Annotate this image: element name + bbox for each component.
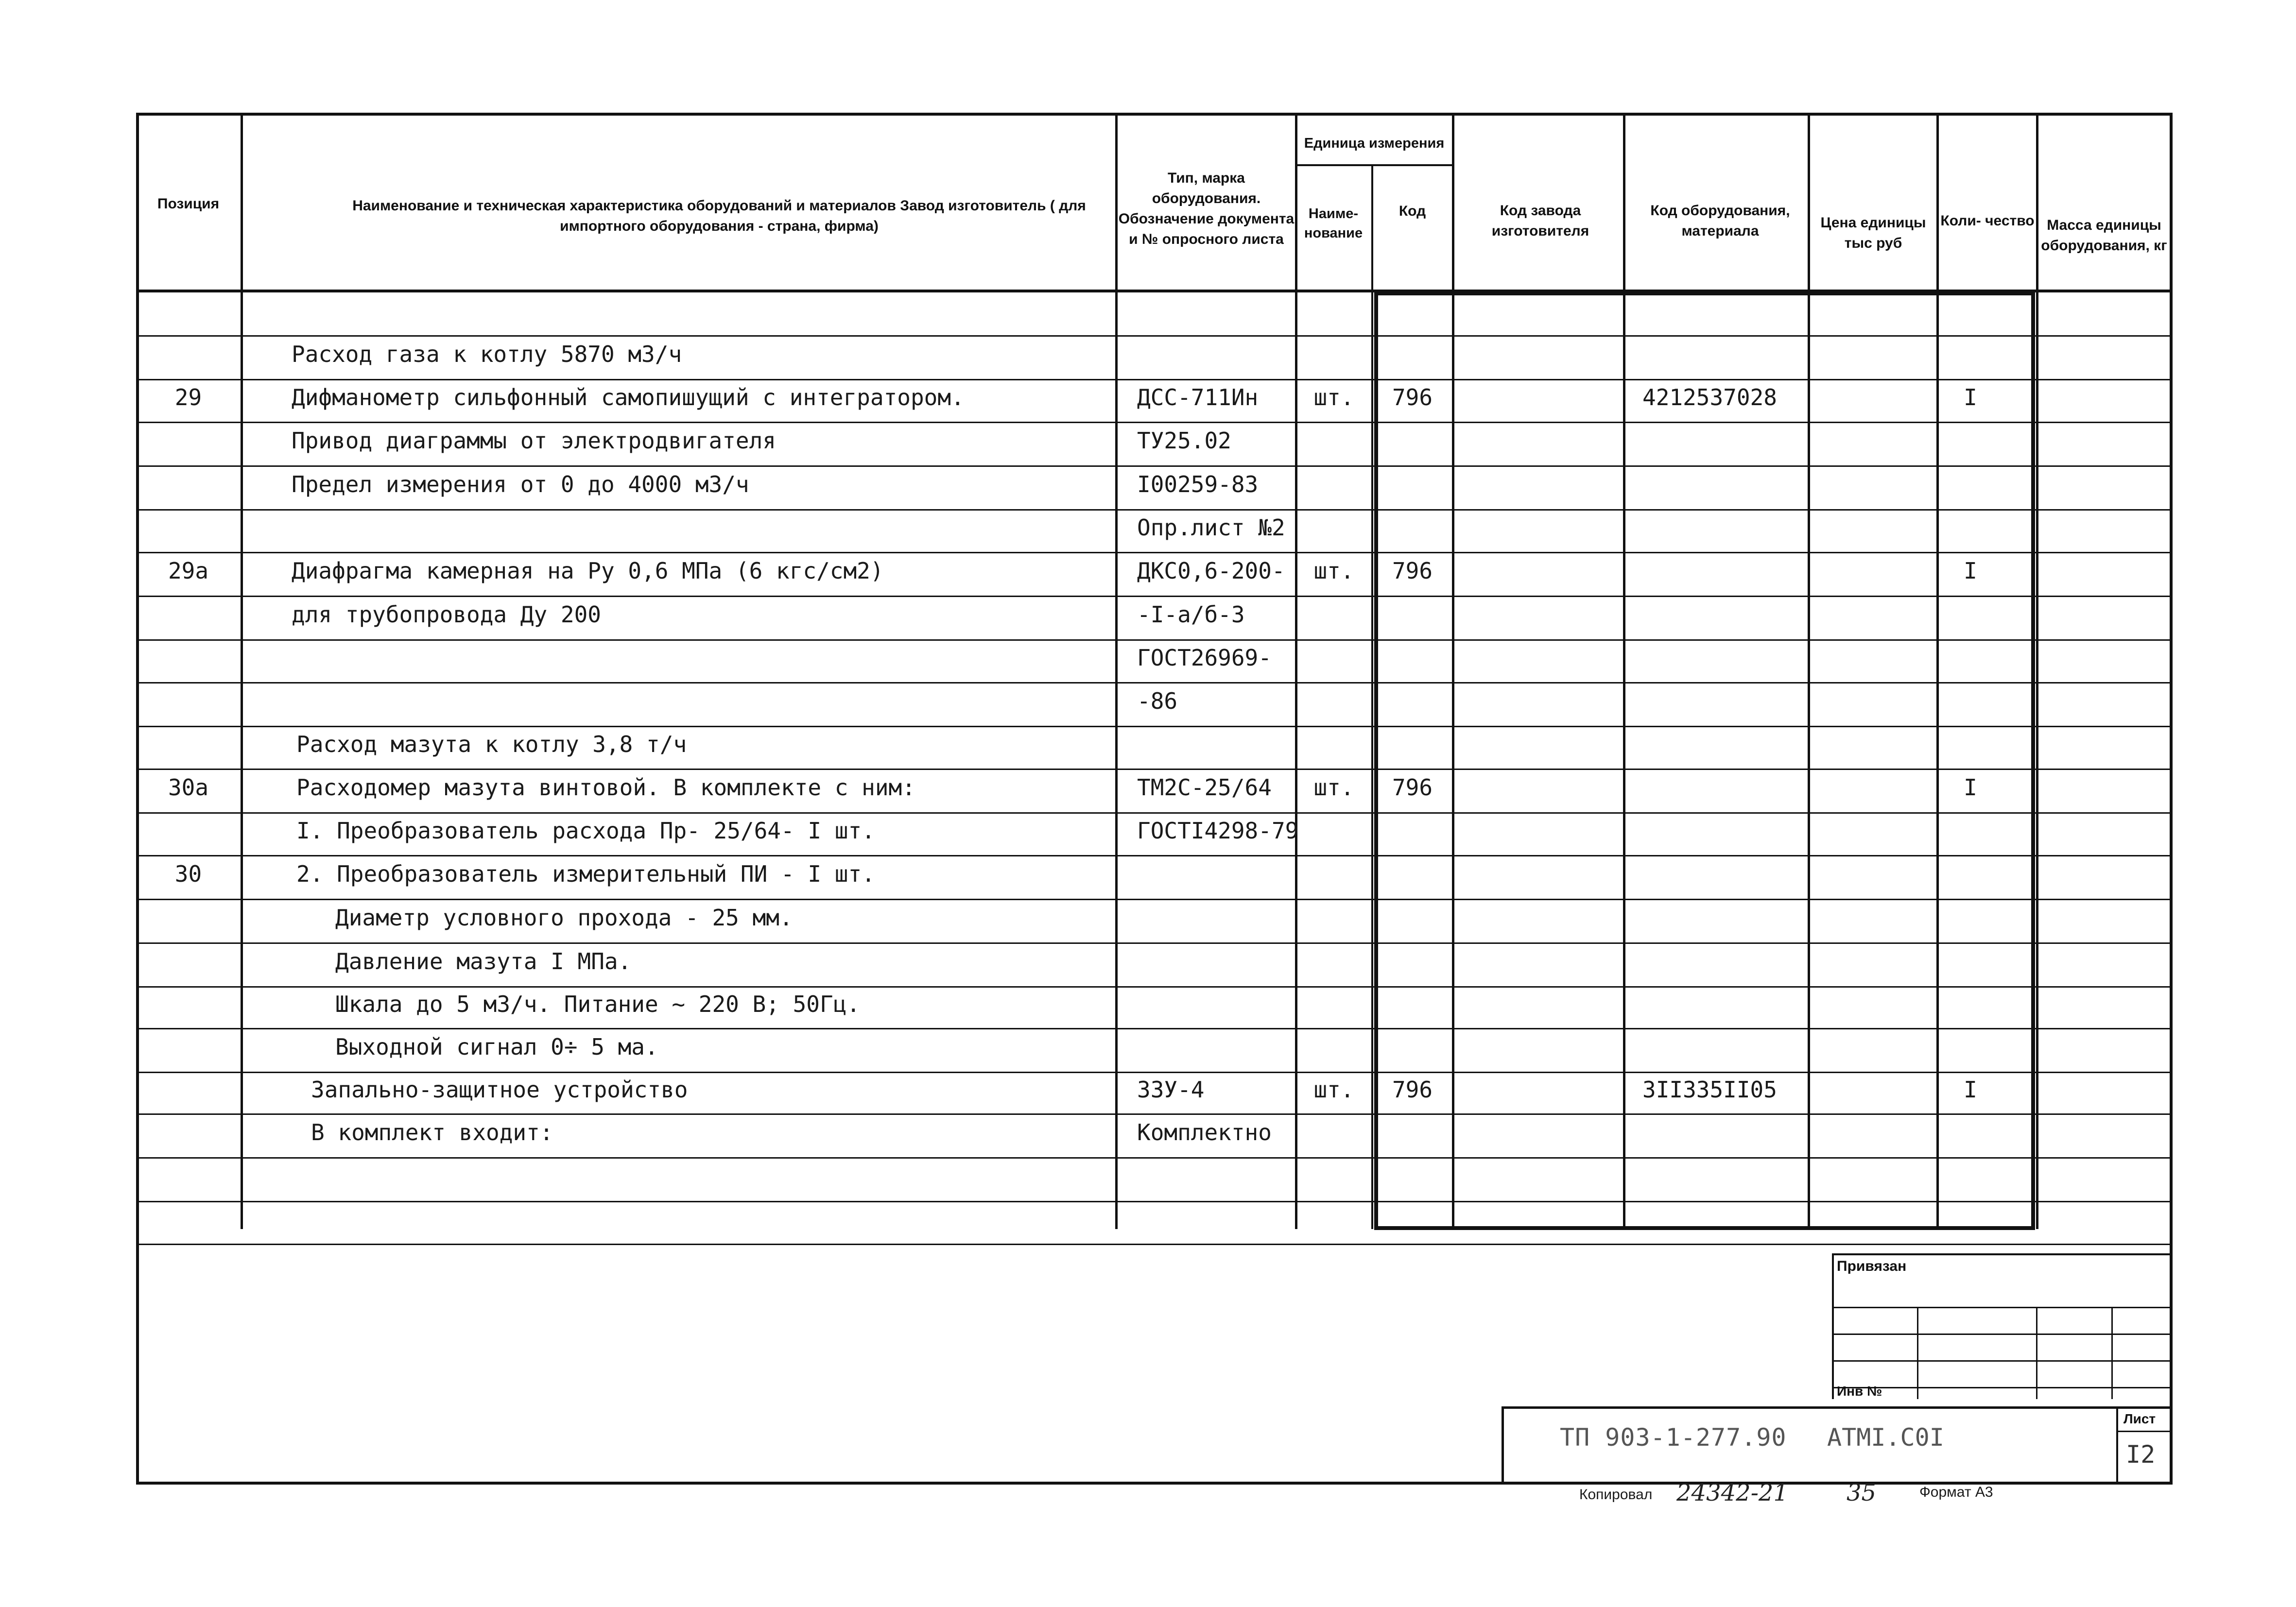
header-type: Тип, марка оборудования. Обозначение документа и № опросного листа xyxy=(1118,170,1295,247)
row-name: I. Преобразователь расхода Пр- 25/64- I шт. xyxy=(296,818,875,844)
row-equipment-code: 4212537028 xyxy=(1642,384,1777,410)
row-line xyxy=(136,1244,2170,1245)
unit-subheader-line xyxy=(1295,164,1453,166)
row-code: 796 xyxy=(1392,384,1433,410)
frame-top xyxy=(136,113,2170,116)
row-name: Диаметр условного прохода - 25 мм. xyxy=(335,905,793,931)
row-name: Дифманометр сильфонный самопишущий с интегратором. xyxy=(292,384,965,410)
row-type: -86 xyxy=(1137,688,1178,714)
column-line xyxy=(1371,164,1373,1229)
column-line xyxy=(241,113,243,1229)
row-line xyxy=(136,1028,2170,1029)
row-code: 796 xyxy=(1392,1077,1433,1103)
row-position: 30а xyxy=(168,774,209,801)
header-position: Позиция xyxy=(157,196,220,212)
row-position: 30 xyxy=(174,861,202,887)
row-name: Шкала до 5 м3/ч. Питание ~ 220 В; 50Гц. xyxy=(335,991,861,1017)
frame-right xyxy=(2170,113,2173,1482)
stamp-line xyxy=(1502,1406,1504,1482)
row-line xyxy=(136,1157,2170,1159)
header-price: Цена единицы тыс руб xyxy=(1820,215,1926,251)
row-position: 29а xyxy=(168,558,209,584)
row-line xyxy=(136,682,2170,684)
sheet-number: I2 xyxy=(2126,1440,2156,1469)
header-quantity: Коли- чество xyxy=(1940,213,2035,229)
row-name: Выходной сигнал 0÷ 5 ма. xyxy=(335,1034,658,1060)
row-line xyxy=(136,509,2170,511)
box-top xyxy=(1374,291,2035,295)
row-type: ТМ2С-25/64 xyxy=(1137,774,1272,801)
column-line xyxy=(1808,113,1810,1229)
row-name: Диафрагма камерная на Ру 0,6 МПа (6 кгс/см2) xyxy=(292,558,884,584)
row-type: ГОСТI4298-79 xyxy=(1137,818,1299,844)
row-type: -I-а/б-3 xyxy=(1137,601,1245,628)
row-line xyxy=(136,1113,2170,1115)
row-line xyxy=(136,422,2170,423)
row-line xyxy=(136,552,2170,553)
header-factory-code: Код завода изготовителя xyxy=(1491,203,1589,239)
row-name: Запально-защитное устройство xyxy=(311,1077,688,1103)
row-line xyxy=(136,899,2170,900)
row-unit: шт. xyxy=(1313,558,1354,584)
row-name: В комплект входит: xyxy=(311,1119,553,1145)
footer-order: 24342-21 xyxy=(1676,1479,1788,1506)
row-quantity: I xyxy=(1964,774,1977,801)
row-line xyxy=(136,335,2170,337)
row-type: Комплектно xyxy=(1137,1119,1272,1145)
row-line xyxy=(136,379,2170,380)
row-name: Расход мазута к котлу 3,8 т/ч xyxy=(296,731,687,757)
stamp-privyazan: Привязан xyxy=(1837,1258,1907,1274)
sheet-label: Лист xyxy=(2123,1411,2156,1426)
row-name: Расходомер мазута винтовой. В комплекте с ним: xyxy=(296,774,915,801)
row-type: ДКС0,6-200- xyxy=(1137,558,1285,584)
row-line xyxy=(136,769,2170,770)
column-line xyxy=(1295,113,1297,1229)
header-unit-code: Код xyxy=(1398,203,1426,219)
column-line xyxy=(2036,113,2038,1229)
stamp-line xyxy=(1832,1253,1834,1399)
row-code: 796 xyxy=(1392,558,1433,584)
row-line xyxy=(136,726,2170,727)
header-mass: Масса единицы оборудования, кг xyxy=(2041,217,2167,254)
row-name: Расход газа к котлу 5870 м3/ч xyxy=(292,341,682,367)
row-name: Привод диаграммы от электродвигателя xyxy=(292,427,776,454)
stamp-line xyxy=(1502,1406,2170,1409)
column-line xyxy=(1452,113,1454,1229)
row-name: Предел измерения от 0 до 4000 м3/ч xyxy=(292,471,749,497)
stamp-line xyxy=(1917,1307,1918,1399)
header-unit: Единица измерения xyxy=(1304,136,1445,151)
stamp-line xyxy=(2111,1307,2113,1399)
stamp-line xyxy=(2116,1406,2118,1482)
row-line xyxy=(136,855,2170,856)
row-type: I00259-83 xyxy=(1137,471,1259,497)
row-quantity: I xyxy=(1964,1077,1977,1103)
row-unit: шт. xyxy=(1313,384,1354,410)
column-line xyxy=(1115,113,1118,1229)
row-line xyxy=(136,986,2170,988)
header-name: Наименование и техническая характеристика оборудований и материалов Завод изготовитель ( для импортного оборудования - страна, фирма) xyxy=(352,198,1086,234)
row-line xyxy=(136,465,2170,467)
stamp-line xyxy=(1832,1333,2170,1335)
header-unit-name: Наиме- нование xyxy=(1304,206,1363,241)
row-code: 796 xyxy=(1392,774,1433,801)
row-unit: шт. xyxy=(1313,774,1354,801)
doc-code: АТМI.С0I xyxy=(1827,1423,1944,1452)
column-line xyxy=(1936,113,1939,1229)
doc-number: ТП 903-1-277.90 xyxy=(1560,1423,1787,1452)
stamp-inv: Инв № xyxy=(1837,1384,1882,1399)
row-type: ЗЗУ-4 xyxy=(1137,1077,1205,1103)
footer-copied: Копировал xyxy=(1579,1487,1653,1503)
row-unit: шт. xyxy=(1313,1077,1354,1103)
stamp-line xyxy=(1832,1253,2170,1255)
row-type: ДСС-711Ин xyxy=(1137,384,1259,410)
row-name: для трубопровода Ду 200 xyxy=(292,601,601,628)
footer-format: Формат А3 xyxy=(1919,1484,1993,1500)
row-line xyxy=(136,1201,2170,1202)
header-equipment-code: Код оборудования, материала xyxy=(1650,203,1790,239)
row-equipment-code: 3II335II05 xyxy=(1642,1077,1777,1103)
row-line xyxy=(136,812,2170,814)
stamp-line xyxy=(2116,1431,2170,1432)
row-type: Опр.лист №2 xyxy=(1137,514,1285,541)
row-type: ТУ25.02 xyxy=(1137,427,1231,454)
stamp-line xyxy=(1832,1360,2170,1362)
row-quantity: I xyxy=(1964,384,1977,410)
row-line xyxy=(136,942,2170,944)
footer-num: 35 xyxy=(1847,1479,1877,1506)
row-name: 2. Преобразователь измерительный ПИ - I шт. xyxy=(296,861,875,887)
stamp-line xyxy=(1832,1387,2170,1388)
box-right xyxy=(2031,292,2035,1229)
row-line xyxy=(136,639,2170,641)
row-quantity: I xyxy=(1964,558,1977,584)
row-line xyxy=(136,1072,2170,1073)
stamp-line xyxy=(2036,1307,2037,1399)
row-position: 29 xyxy=(174,384,202,410)
row-line xyxy=(136,596,2170,597)
row-type: ГОСТ26969- xyxy=(1137,645,1272,671)
row-name: Давление мазута I МПа. xyxy=(335,948,632,974)
column-line xyxy=(1623,113,1625,1229)
stamp-line xyxy=(1832,1307,2170,1308)
box-bottom xyxy=(1374,1226,2035,1230)
